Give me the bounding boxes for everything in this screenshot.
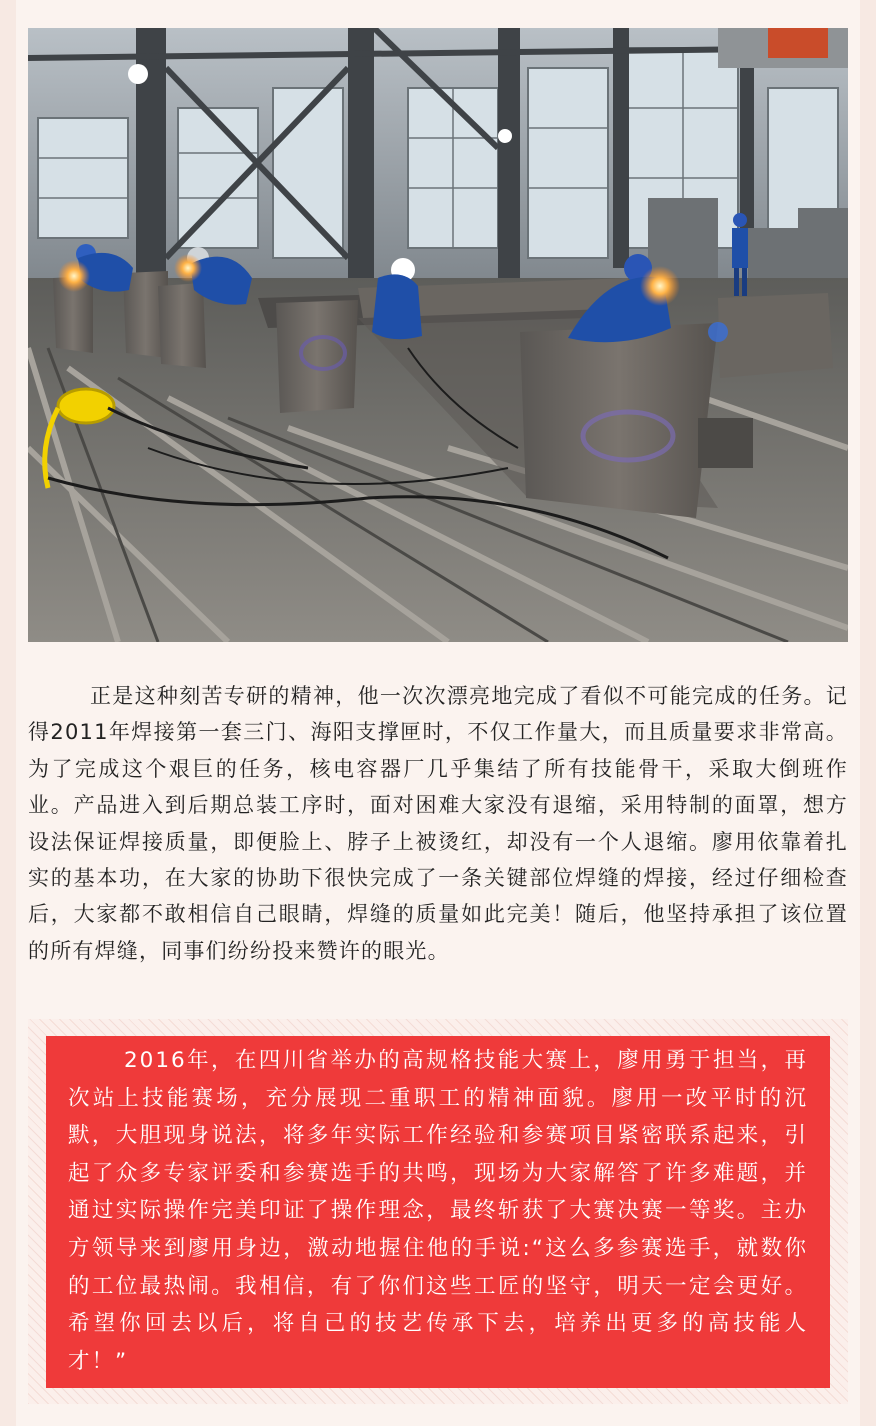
highlight-text: 2016年，在四川省举办的高规格技能大赛上，廖用勇于担当，再次站上技能赛场，充分展现二重职工的精神面貌。廖用一改平时的沉默，大胆现身说法，将多年实际工作经验和参赛项目紧密联系起来，引起了众多专家评委和参赛选手的共鸣，现场为大家解答了许多难题，并通过实际操作完美印证了操作理念，最终斩获了大赛决赛一等奖。主办方领导来到廖用身边，激动地握住他的手说:“这么多参赛选手，就数你的工位最热闹。我相信，有了你们这些工匠的坚守，明天一定会更好。希望你回去以后，将自己的技艺传承下去，培养出更多的高技能人才！”: [68, 1048, 808, 1374]
welding-workshop-photo: [28, 28, 848, 642]
page-edge-right: [860, 0, 876, 1426]
page-edge-left: [0, 0, 16, 1426]
highlight-box: [46, 1036, 830, 1388]
article-paragraph: 正是这种刻苦专研的精神，他一次次漂亮地完成了看似不可能完成的任务。记得2011年焊接第一套三门、海阳支撑匣时，不仅工作量大，而且质量要求非常高。为了完成这个艰巨的任务，核电容器厂几乎集结了所有技能骨干，采取大倒班作业。产品进入到后期总装工序时，面对困难大家没有退缩，采用特制的面罩，想方设法保证焊接质量，即便脸上、脖子上被烫红，却没有一个人退缩。廖用依靠着扎实的基本功，在大家的协助下很快完成了一条关键部位焊缝的焊接，经过仔细检查后，大家都不敢相信自己眼睛，焊缝的质量如此完美！随后，他坚持承担了该位置的所有焊缝，同事们纷纷投来赞许的眼光。: [28, 684, 848, 963]
workshop-illustration: [28, 28, 848, 642]
